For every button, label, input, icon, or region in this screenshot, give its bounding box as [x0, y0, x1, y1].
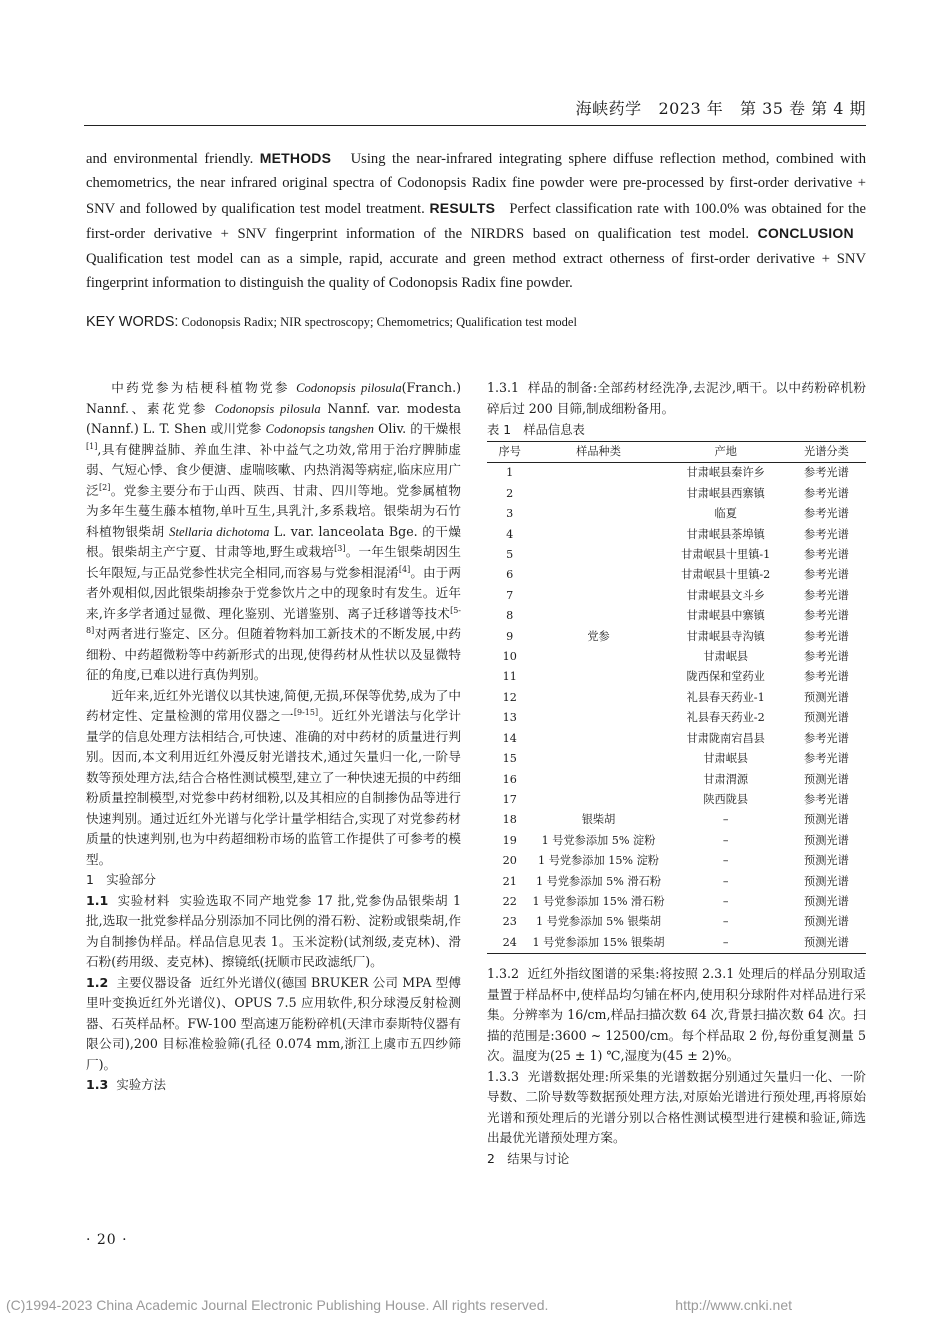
col-header-class: 光谱分类 [787, 442, 866, 463]
cell-origin: 甘肃岷县秦许乡 [686, 466, 765, 480]
cell-class: 参考光谱 [804, 527, 849, 541]
cell-class: 预测光谱 [804, 690, 849, 704]
cell-class: 参考光谱 [804, 466, 849, 480]
citation: [5-8] [86, 605, 461, 635]
cell-class: 预测光谱 [804, 833, 849, 847]
cell-origin: – [722, 854, 729, 868]
cell-class: 参考光谱 [804, 588, 849, 602]
intro-paragraph-1: 中药党参为桔梗科植物党参 Codonopsis pilosula(Franch.) Nannf.、素花党参 Codonopsis pilosula Nannf. var. modesta (Nannf.) L. T. Shen 或川党参 Codonopsis tangshen Oliv. 的干燥根[1],具有健脾益肺、养血生津、补中益气之功效,常用于治疗脾肺虚弱、气短心悸、食少便溏、虚喘咳嗽、内热消渴等病症,临床应用广泛[2]。党参主要分布于山西、陕西、甘肃、四川等地。党参属植物为多年生蔓生藤本植物,单叶互生,具乳汁,多系栽培。银柴胡为石竹科植物银柴胡 Stellaria dichotoma L. var. lanceolata Bge. 的干燥根。银柴胡主产宁夏、甘肃等地,野生或栽培[3]。一年生银柴胡因生长年限短,与正品党参性状完全相同,而容易与党参相混淆[4]。由于两者外观相似,因此银柴胡掺杂于党参饮片之中的现象时有发生。近年来,许多学者通过显微、理化鉴别、光谱鉴别、离子迁移谱等技术[5-8]对两者进行鉴定、区分。但随着物料加工新技术的不断发展,中药细粉、中药超微粉等中药新形式的出现,使得药材从性状以及显微特征的角度,已难以进行真伪判别。 [86, 380, 462, 682]
cell-origin: 甘肃岷县 [703, 752, 749, 766]
table-row [487, 912, 866, 932]
section-1-3-3: 1.3.3 光谱数据处理:所采集的光谱数据分别通过矢量归一化、一阶导数、二阶导数等数据预处理方法,对原始光谱进行预处理,再将原始光谱和预处理后的光谱分别以合格性测试模型进行建模和验证,筛选出最优光谱预处理方案。 [487, 1068, 866, 1145]
conclusion-label: CONCLUSION [757, 225, 854, 242]
journal-name: 海峡药学 [575, 99, 642, 118]
cell-class: 参考光谱 [804, 568, 849, 582]
cell-class: 预测光谱 [804, 854, 849, 868]
cell-class: 参考光谱 [804, 507, 849, 521]
cell-origin: – [722, 915, 729, 929]
citation: [9-15] [293, 707, 319, 717]
cell-origin: 甘肃渭源 [703, 772, 749, 786]
page-number: · 20 · [86, 1232, 128, 1248]
cell-kind: 1 号党参添加 5% 淀粉 [541, 833, 656, 847]
table-row [487, 810, 866, 830]
cell-no: 17 [502, 792, 517, 806]
cell-class: 参考光谱 [804, 792, 849, 806]
cell-no: 14 [502, 731, 517, 745]
keywords-text: Codonopsis Radix; NIR spectroscopy; Chemometrics; Qualification test model [181, 315, 577, 329]
table-row [487, 872, 866, 892]
cell-no: 8 [506, 609, 514, 623]
sample-info-table [487, 441, 866, 954]
cell-origin: 临夏 [714, 507, 737, 521]
section-1-3: 1.3 实验方法 [86, 1077, 166, 1092]
cell-class: 参考光谱 [804, 629, 849, 643]
cell-class: 参考光谱 [804, 752, 849, 766]
cell-kind: 1 号党参添加 15% 银柴胡 [532, 933, 664, 954]
citation: [1] [86, 441, 98, 451]
cell-no: 16 [502, 772, 517, 786]
table-row [487, 851, 866, 871]
cell-no: 24 [487, 933, 532, 954]
table-row [487, 892, 866, 912]
cell-kind: 1 号党参添加 5% 银柴胡 [535, 915, 662, 929]
section-1-3-2: 1.3.2 近红外指纹图谱的采集:将按照 2.3.1 处理后的样品分别取适量置于样品杯中,使样品均匀铺在杯内,使用积分球附件对样品进行采集。分辨率为 16/cm,样品扫描次数 64 次,背景扫描次数 64 次。扫描的范围是:3600 ~ 12500/cm。每个样品取 2 份,每份重复测量 5 次。温度为(25 ± 1) ℃,湿度为(45 ± 2)%。 [487, 966, 867, 1063]
section-1-heading: 1 实验部分 [86, 872, 156, 887]
table-row [487, 933, 866, 954]
cell-origin: – [722, 833, 729, 847]
cell-kind-group-dangshen: 党参 [587, 629, 610, 643]
cell-no: 21 [502, 874, 517, 888]
cell-origin: 甘肃岷县文斗乡 [686, 588, 765, 602]
cell-origin: 陕西陇县 [703, 792, 749, 806]
cell-no: 13 [502, 711, 517, 725]
cell-origin: 礼县春天药业-1 [686, 690, 765, 704]
cell-class: 参考光谱 [804, 670, 849, 684]
section-1-2: 1.2 主要仪器设备 近红外光谱仪(德国 BRUKER 公司 MPA 型傅里叶变换近红外光谱仪)、OPUS 7.5 应用软件,积分球漫反射检测器、石英样品杯。FW-100 型高速万能粉碎机(天津市泰斯特仪器有限公司),200 目标准检验筛(孔径 0.074 mm,浙江上虞市五四纱筛厂)。 [86, 974, 461, 1072]
cell-origin: 甘肃岷县十里镇-2 [681, 568, 771, 582]
cell-class: 参考光谱 [804, 609, 849, 623]
cell-origin: 陇西保和堂药业 [686, 670, 765, 684]
cell-origin: 礼县春天药业-2 [686, 711, 765, 725]
cell-class: 参考光谱 [804, 486, 849, 500]
keywords [86, 314, 866, 330]
cell-origin: 甘肃岷县西寨镇 [686, 486, 765, 500]
cell-no: 20 [502, 854, 517, 868]
methods-label: METHODS [259, 150, 332, 166]
cell-origin: 甘肃岷县 [703, 650, 749, 664]
citation: [3] [334, 543, 346, 553]
cell-class: 预测光谱 [804, 813, 849, 827]
table-caption: 表 1 样品信息表 [487, 423, 585, 437]
cell-origin: 甘肃岷县寺沟镇 [686, 629, 765, 643]
cell-no: 5 [506, 548, 514, 562]
cell-class: 预测光谱 [804, 874, 849, 888]
cell-origin: – [722, 813, 729, 827]
intro-paragraph-2: 近年来,近红外光谱仪以其快速,简便,无损,环保等优势,成为了中药材定性、定量检测的常用仪器之一[9-15]。近红外光谱法与化学计量学的信息处理方法相结合,可快速、准确的对中药材的质量进行判别。因而,本文利用近红外漫反射光谱技术,通过矢量归一化,一阶导数等预处理方法,结合合格性测试模型,建立了一种快速无损的中药细粉质量控制模型,对党参中药材细粉,以及其相应的自制掺伪品等进行快速判别。通过近红外光谱与化学计量学相结合,实现了对党参药材质量的快速判别,也为中药超细粉市场的监管工作提供了可参考的模型。 [86, 687, 462, 867]
cell-no: 2 [506, 486, 514, 500]
cell-class: 参考光谱 [804, 650, 849, 664]
copyright-text: (C)1994-2023 China Academic Journal Electronic Publishing House. All rights reserved. [6, 1297, 549, 1313]
col-header-origin: 产地 [665, 442, 787, 463]
cell-no: 10 [502, 650, 517, 664]
running-header [0, 96, 866, 119]
cell-origin: – [722, 894, 729, 908]
table-row [487, 463, 866, 484]
cell-kind-yinchaihu: 银柴胡 [581, 813, 616, 827]
cell-origin: 甘肃岷县茶埠镇 [686, 527, 765, 541]
cell-kind: 1 号党参添加 15% 淀粉 [538, 854, 659, 868]
cell-class: 参考光谱 [804, 548, 849, 562]
cell-origin: – [722, 874, 729, 888]
keywords-label: KEY WORDS: [86, 314, 179, 330]
citation: [2] [99, 482, 111, 492]
english-abstract: and environmental friendly. METHODS Using the near-infrared integrating sphere diffuse reflection method, combined with chemometrics, the near infrared original spectra of Codonopsis Radix fine powder were pre-processed by first-order derivative + SNV and followed by qualification test model treatment. RESULTS Perfect classification rate with 100.0% was obtained for the first-order derivative + SNV fingerprint information of the NIRDRS based on qualification test model. CONCLUSION Qualification test model can as a simple, rapid, accurate and green method extract otherness of first-order derivative + SNV fingerprint information to distinguish the quality of Codonopsis Radix fine powder. [86, 150, 867, 292]
cell-no: 4 [506, 527, 514, 541]
cell-no: 19 [502, 833, 517, 847]
cell-kind: 1 号党参添加 15% 滑石粉 [532, 894, 665, 908]
citation: [4] [398, 564, 411, 574]
cell-class: 预测光谱 [804, 711, 849, 725]
cell-no: 3 [506, 507, 514, 521]
cell-class: 预测光谱 [804, 915, 849, 929]
left-column [86, 378, 461, 1096]
col-header-kind: 样品种类 [532, 442, 664, 463]
cell-no: 18 [502, 813, 517, 827]
section-1-3-1: 1.3.1 样品的制备:全部药材经洗净,去泥沙,晒干。以中药粉碎机粉碎后过 200 目筛,制成细粉备用。 [487, 380, 866, 416]
cell-origin: – [665, 933, 787, 954]
table-header-row [487, 442, 866, 463]
cell-origin: 甘肃陇南宕昌县 [686, 731, 765, 745]
cnki-link[interactable]: http://www.cnki.net [675, 1297, 792, 1313]
cell-no: 6 [506, 568, 514, 582]
cell-no: 15 [502, 752, 517, 766]
cell-no: 12 [502, 690, 517, 704]
cell-origin: 甘肃岷县十里镇-1 [681, 548, 771, 562]
cell-kind: 1 号党参添加 5% 滑石粉 [535, 874, 662, 888]
cell-origin: 甘肃岷县中寨镇 [686, 609, 765, 623]
table-row [487, 831, 866, 851]
cell-no: 11 [502, 670, 517, 684]
cell-no: 23 [502, 915, 517, 929]
right-column-lower [487, 964, 866, 1169]
journal-volume: 第 35 卷 第 4 期 [740, 99, 866, 118]
cell-class: 预测光谱 [787, 933, 866, 954]
cell-no: 7 [506, 588, 514, 602]
cell-no: 1 [506, 466, 514, 480]
journal-year: 2023 年 [658, 99, 724, 118]
col-header-no: 序号 [487, 442, 532, 463]
section-1-1: 1.1 实验材料 实验选取不同产地党参 17 批,党参伪品银柴胡 1 批,选取一批党参样品分别添加不同比例的滑石粉、淀粉或银柴胡,作为自制掺伪样品。样品信息见表 1。玉米淀粉(试剂级,麦克林)、滑石粉(药用级、麦克林)、擦镜纸(抚顺市民政滤纸厂)。 [86, 892, 462, 969]
results-label: RESULTS [429, 199, 496, 216]
section-2-heading: 2 结果与讨论 [487, 1150, 570, 1166]
cell-class: 预测光谱 [804, 894, 849, 908]
cell-no: 22 [502, 894, 517, 908]
header-rule [84, 125, 866, 126]
cell-class: 参考光谱 [804, 731, 849, 745]
cell-class: 预测光谱 [804, 772, 849, 786]
cell-no: 9 [506, 629, 514, 643]
